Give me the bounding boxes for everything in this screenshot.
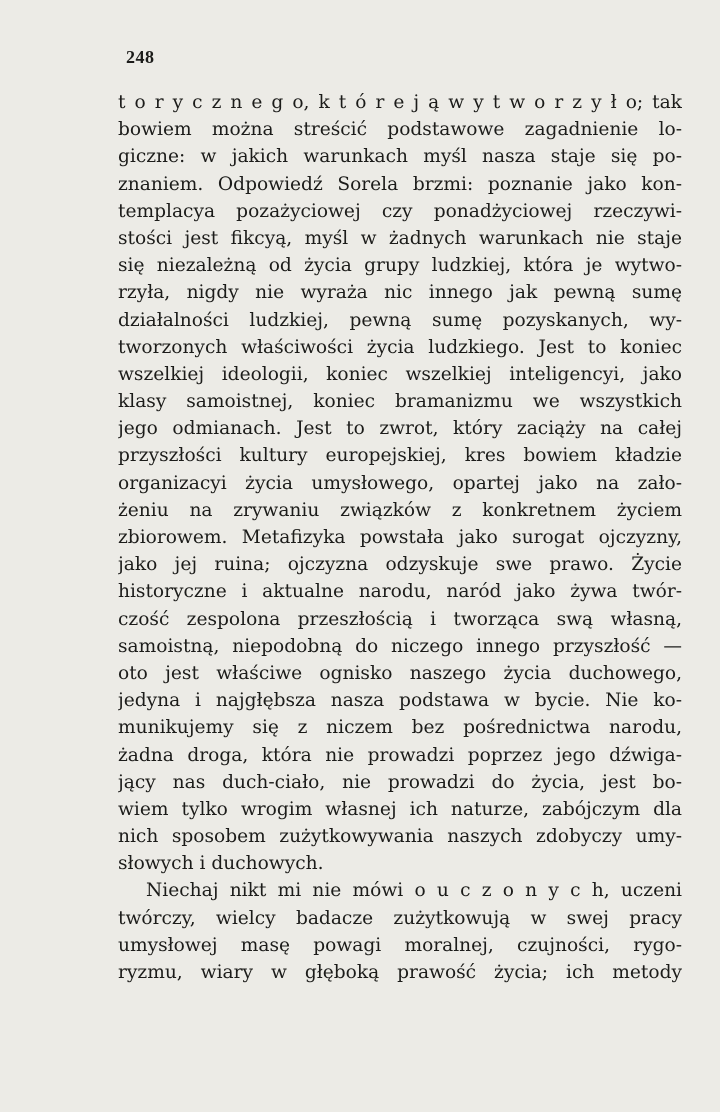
text-line: templacya pozażyciowej czy ponadżyciowej rzeczywi-	[118, 200, 682, 222]
text-line: się niezależną od życia grupy ludzkiej, która je wytwo-	[118, 255, 682, 277]
text-line: klasy samoistnej, koniec bramanizmu we wszystkich	[118, 391, 682, 413]
text-line: wiem tylko wrogim własnej ich naturze, zabójczym dla	[118, 798, 682, 820]
text-line: organizacyi życia umysłowego, opartej jako na zało-	[118, 472, 682, 494]
text-line: działalności ludzkiej, pewną sumę pozyskanych, wy-	[118, 309, 682, 331]
text-line: czość zespolona przeszłością i tworząca swą własną,	[118, 608, 682, 630]
text-line: jego odmianach. Jest to zwrot, który zaciąży na całej	[118, 418, 682, 440]
text-line: bowiem można streścić podstawowe zagadnienie lo-	[118, 119, 682, 141]
text-line: rzyła, nigdy nie wyraża nic innego jak pewną sumę	[118, 282, 682, 304]
text-line: samoistną, niepodobną do niczego innego przyszłość —	[118, 635, 682, 657]
text-line: giczne: w jakich warunkach myśl nasza staje się po-	[118, 146, 682, 168]
text-line: twórczy, wielcy badacze zużytkowują w swej pracy	[118, 907, 682, 929]
text-line: przyszłości kultury europejskiej, kres bowiem kładzie	[118, 445, 682, 467]
text-line: żeniu na zrywaniu związków z konkretnem życiem	[118, 499, 682, 521]
text-line: stości jest fikcyą, myśl w żadnych warunkach nie staje	[118, 227, 682, 249]
text-line: umysłowej masę powagi moralnej, czujności, rygo-	[118, 934, 682, 956]
text-line: nich sposobem zużytkowywania naszych zdobyczy umy-	[118, 826, 682, 848]
paragraph-end-line: słowych i duchowych.	[118, 853, 324, 875]
text-line: znaniem. Odpowiedź Sorela brzmi: poznanie jako kon-	[118, 173, 682, 195]
body-text	[118, 89, 682, 986]
paragraph-start-line: Niechaj nikt mi nie mówi o u c z o n y c h, uczeni	[146, 880, 682, 902]
text-line: jący nas duch-ciało, nie prowadzi do życia, jest bo-	[118, 771, 682, 793]
text-line: t o r y c z n e g o, k t ó r e j ą w y t w o r z y ł o; tak	[118, 92, 682, 113]
text-line: jako jej ruina; ojczyzna odzyskuje swe prawo. Życie	[118, 554, 682, 576]
text-line: wszelkiej ideologii, koniec wszelkiej inteligencyi, jako	[118, 363, 682, 385]
text-line: oto jest właściwe ognisko naszego życia duchowego,	[118, 662, 682, 684]
text-line: ryzmu, wiary w głęboką prawość życia; ich metody	[118, 962, 682, 983]
text-line: tworzonych właściwości życia ludzkiego. Jest to koniec	[118, 336, 682, 358]
page-number: 248	[126, 47, 155, 67]
text-line: jedyna i najgłębsza nasza podstawa w bycie. Nie ko-	[118, 690, 682, 712]
text-line: historyczne i aktualne narodu, naród jako żywa twór-	[118, 581, 682, 603]
text-line: zbiorowem. Metafizyka powstała jako surogat ojczyzny,	[118, 527, 682, 548]
text-line: żadna droga, która nie prowadzi poprzez jego dźwiga-	[118, 744, 682, 766]
text-line: munikujemy się z niczem bez pośrednictwa narodu,	[118, 717, 682, 739]
